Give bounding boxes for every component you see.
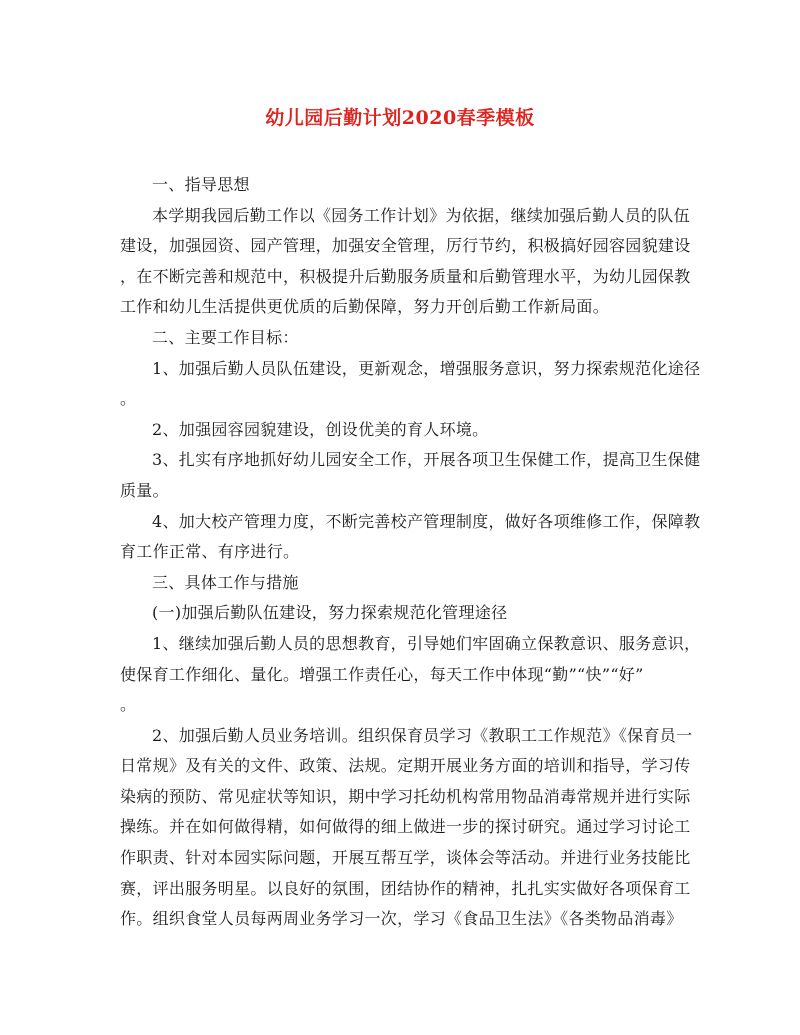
- paragraph-line: 三、具体工作与措施: [152, 572, 299, 592]
- paragraph-line: 2、加强后勤人员业务培训。组织保育员学习《教职工工作规范》《保育员一: [152, 725, 693, 745]
- paragraph-line: 日常规》及有关的文件、政策、法规。定期开展业务方面的培训和指导，学习传: [120, 756, 691, 776]
- paragraph-line: 染病的预防、常见症状等知识，期中学习托幼机构常用物品消毒常规并进行实际: [120, 786, 691, 806]
- paragraph-line: 赛，评出服务明星。以良好的氛围，团结协作的精神，扎扎实实做好各项保育工: [120, 878, 691, 898]
- paragraph-line: 。: [120, 695, 137, 715]
- paragraph-line: 4、加大校产管理力度，不断完善校产管理制度，做好各项维修工作，保障教: [152, 511, 701, 531]
- paragraph-line: 本学期我园后勤工作以《园务工作计划》为依据，继续加强后勤人员的队伍: [152, 205, 690, 225]
- paragraph-line: 1、加强后勤人员队伍建设，更新观念，增强服务意识，努力探索规范化途径: [152, 358, 701, 378]
- paragraph-line: 使保育工作细化、量化。增强工作责任心，每天工作中体现“勤”“快”“好”: [120, 664, 644, 684]
- paragraph-line: 作。组织食堂人员每两周业务学习一次，学习《食品卫生法》《各类物品消毒》: [120, 909, 683, 929]
- paragraph-line: 质量。: [120, 480, 169, 500]
- paragraph-line: 1、继续加强后勤人员的思想教育，引导她们牢固确立保教意识、服务意识，: [152, 633, 701, 653]
- paragraph-line: 3、扎实有序地抓好幼儿园安全工作，开展各项卫生保健工作，提高卫生保健: [152, 450, 701, 470]
- paragraph-line: 。: [120, 389, 137, 409]
- paragraph-line: 工作和幼儿生活提供更优质的后勤保障，努力开创后勤工作新局面。: [120, 297, 610, 317]
- paragraph-line: 作职责、针对本园实际问题，开展互帮互学，谈体会等活动。并进行业务技能比: [120, 848, 691, 868]
- paragraph-line: 操练。并在如何做得精，如何做得的细上做进一步的探讨研究。通过学习讨论工: [120, 817, 691, 837]
- paragraph-line: 2、加强园容园貌建设，创设优美的育人环境。: [152, 419, 489, 439]
- paragraph-line: 建设，加强园资、园产管理，加强安全管理，厉行节约，积极搞好园容园貌建设: [120, 236, 691, 256]
- paragraph-line: ，在不断完善和规范中，积极提升后勤服务质量和后勤管理水平，为幼儿园保教: [120, 266, 691, 286]
- paragraph-line: 二、主要工作目标：: [152, 327, 299, 347]
- document-title: 幼儿园后勤计划2020春季模板: [265, 107, 535, 129]
- paragraph-line: (一)加强后勤队伍建设，努力探索规范化管理途径: [152, 603, 508, 623]
- paragraph-line: 一、指导思想: [152, 175, 250, 194]
- document-body: [120, 170, 701, 935]
- paragraph-line: 育工作正常、有序进行。: [120, 542, 300, 562]
